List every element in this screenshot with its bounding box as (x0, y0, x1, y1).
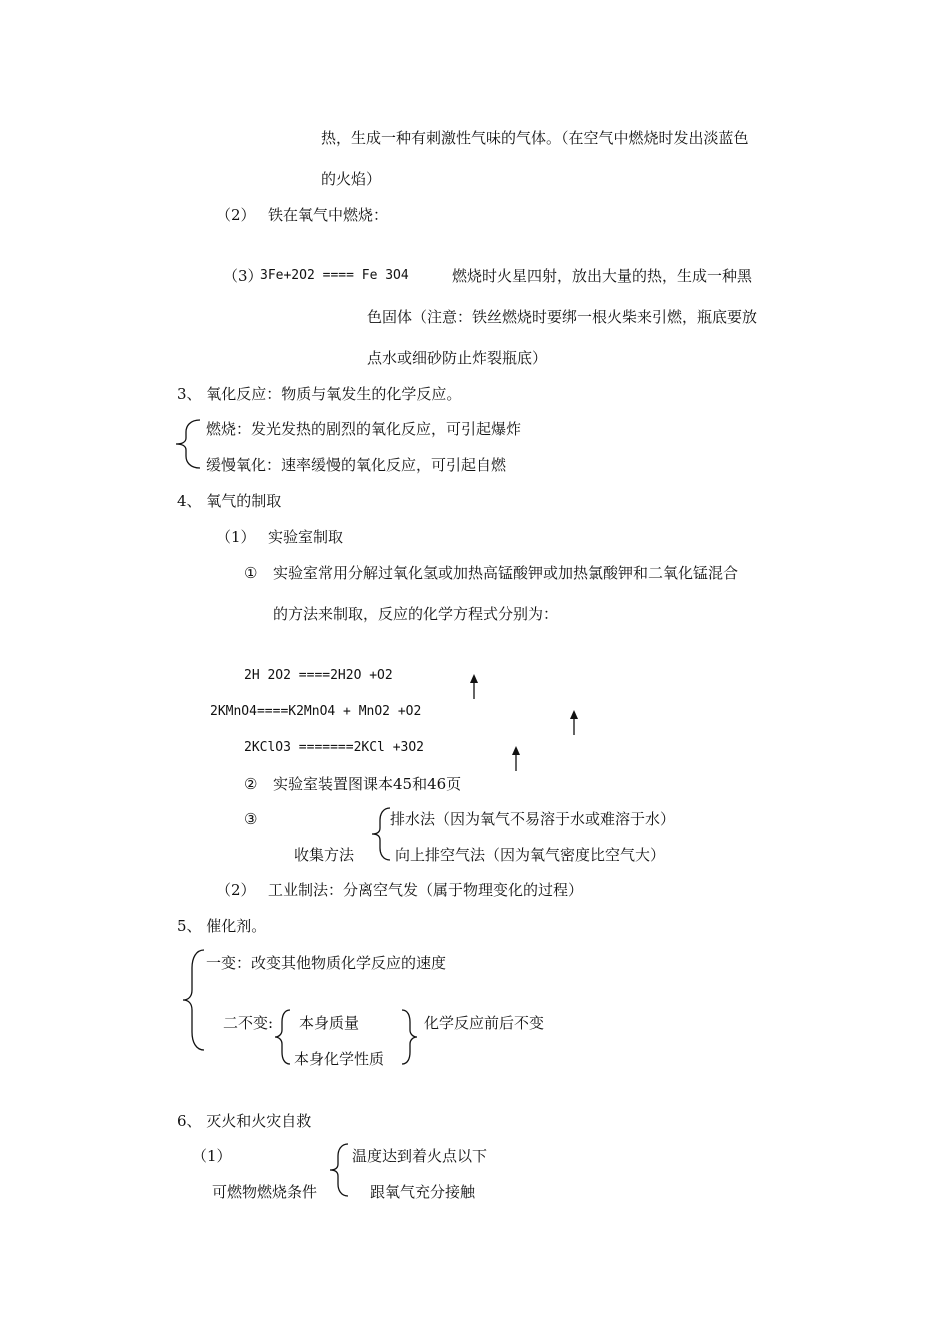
gas-up-arrow-icon (568, 710, 580, 736)
brace-left-combustion (326, 1142, 352, 1198)
item-3-desc-1: 燃烧时火星四射，放出大量的热，生成一种黑 (452, 267, 753, 285)
text-line-heat: 热，生成一种有刺激性气味的气体。（在空气中燃烧时发出淡蓝色 (321, 129, 749, 147)
gas-up-arrow-icon (468, 674, 480, 700)
catalyst-one-change: 一变：改变其他物质化学反应的速度 (206, 954, 447, 972)
collection-upward-air: 向上排空气法（因为氧气密度比空气大） (395, 846, 666, 864)
item-2-text: 铁在氧气中燃烧： (268, 206, 389, 224)
section-4-sub-1-text: 实验室制取 (268, 528, 344, 546)
item-3-desc-3: 点水或细砂防止炸裂瓶底） (367, 349, 548, 367)
text-line-flame: 的火焰） (321, 170, 382, 188)
item-2-label: （2） (216, 206, 256, 224)
unchanged-before-after: 化学反应前后不变 (424, 1014, 545, 1032)
unchanged-mass: 本身质量 (299, 1014, 360, 1032)
item-3-prefix: （3） (223, 267, 263, 285)
gas-up-arrow-icon (510, 746, 522, 772)
section-3-title: 3、 氧化反应：物质与氧发生的化学反应。 (177, 385, 462, 403)
brace-left-catalyst (180, 948, 208, 1052)
section-4-sub-2-text: 工业制法：分离空气发（属于物理变化的过程） (268, 881, 584, 899)
method-text-2: 的方法来制取，反应的化学方程式分别为： (273, 605, 559, 623)
iron-combustion-equation: 3Fe+2O2 ==== Fe 3O4 (260, 268, 409, 283)
section-5-title: 5、 催化剂。 (177, 917, 267, 935)
section-4-title: 4、 氧气的制取 (177, 492, 282, 510)
collection-water-displacement: 排水法（因为氧气不易溶于水或难溶于水） (390, 810, 676, 828)
brace-left-unchanged (272, 1008, 294, 1066)
equation-kmno4: 2KMnO4====K2MnO4 + MnO2 +O2 (210, 704, 422, 719)
combustion-conditions-label: 可燃物燃烧条件 (212, 1183, 318, 1201)
section-4-sub-1-label: （1） (216, 528, 256, 546)
apparatus-reference: 实验室装置图课本45和46页 (273, 775, 462, 793)
oxidation-slow: 缓慢氧化：速率缓慢的氧化反应，可引起自燃 (206, 456, 507, 474)
circled-number-1: ① (244, 564, 258, 582)
section-6-sub-1-label: （1） (192, 1147, 232, 1165)
section-6-title: 6、 灭火和火灾自救 (177, 1112, 312, 1130)
oxidation-burn: 燃烧：发光发热的剧烈的氧化反应，可引起爆炸 (206, 420, 522, 438)
catalyst-two-unchanged: 二不变: (223, 1014, 274, 1032)
condition-oxygen: 跟氧气充分接触 (370, 1183, 476, 1201)
brace-left-oxidation (170, 418, 206, 470)
brace-right-unchanged (398, 1008, 420, 1066)
circled-number-3: ③ (244, 810, 258, 828)
equation-kclo3: 2KClO3 =======2KCl +3O2 (244, 740, 425, 755)
item-3-desc-2: 色固体（注意：铁丝燃烧时要绑一根火柴来引燃，瓶底要放 (367, 308, 758, 326)
unchanged-chemical-properties: 本身化学性质 (294, 1050, 385, 1068)
circled-number-2: ② (244, 775, 258, 793)
equation-h2o2: 2H 2O2 ====2H2O +O2 (244, 668, 393, 683)
collection-method-label: 收集方法 (294, 846, 355, 864)
condition-temperature: 温度达到着火点以下 (352, 1147, 488, 1165)
method-text-1: 实验室常用分解过氧化氢或加热高锰酸钾或加热氯酸钾和二氧化锰混合 (273, 564, 739, 582)
section-4-sub-2-label: （2） (216, 881, 256, 899)
